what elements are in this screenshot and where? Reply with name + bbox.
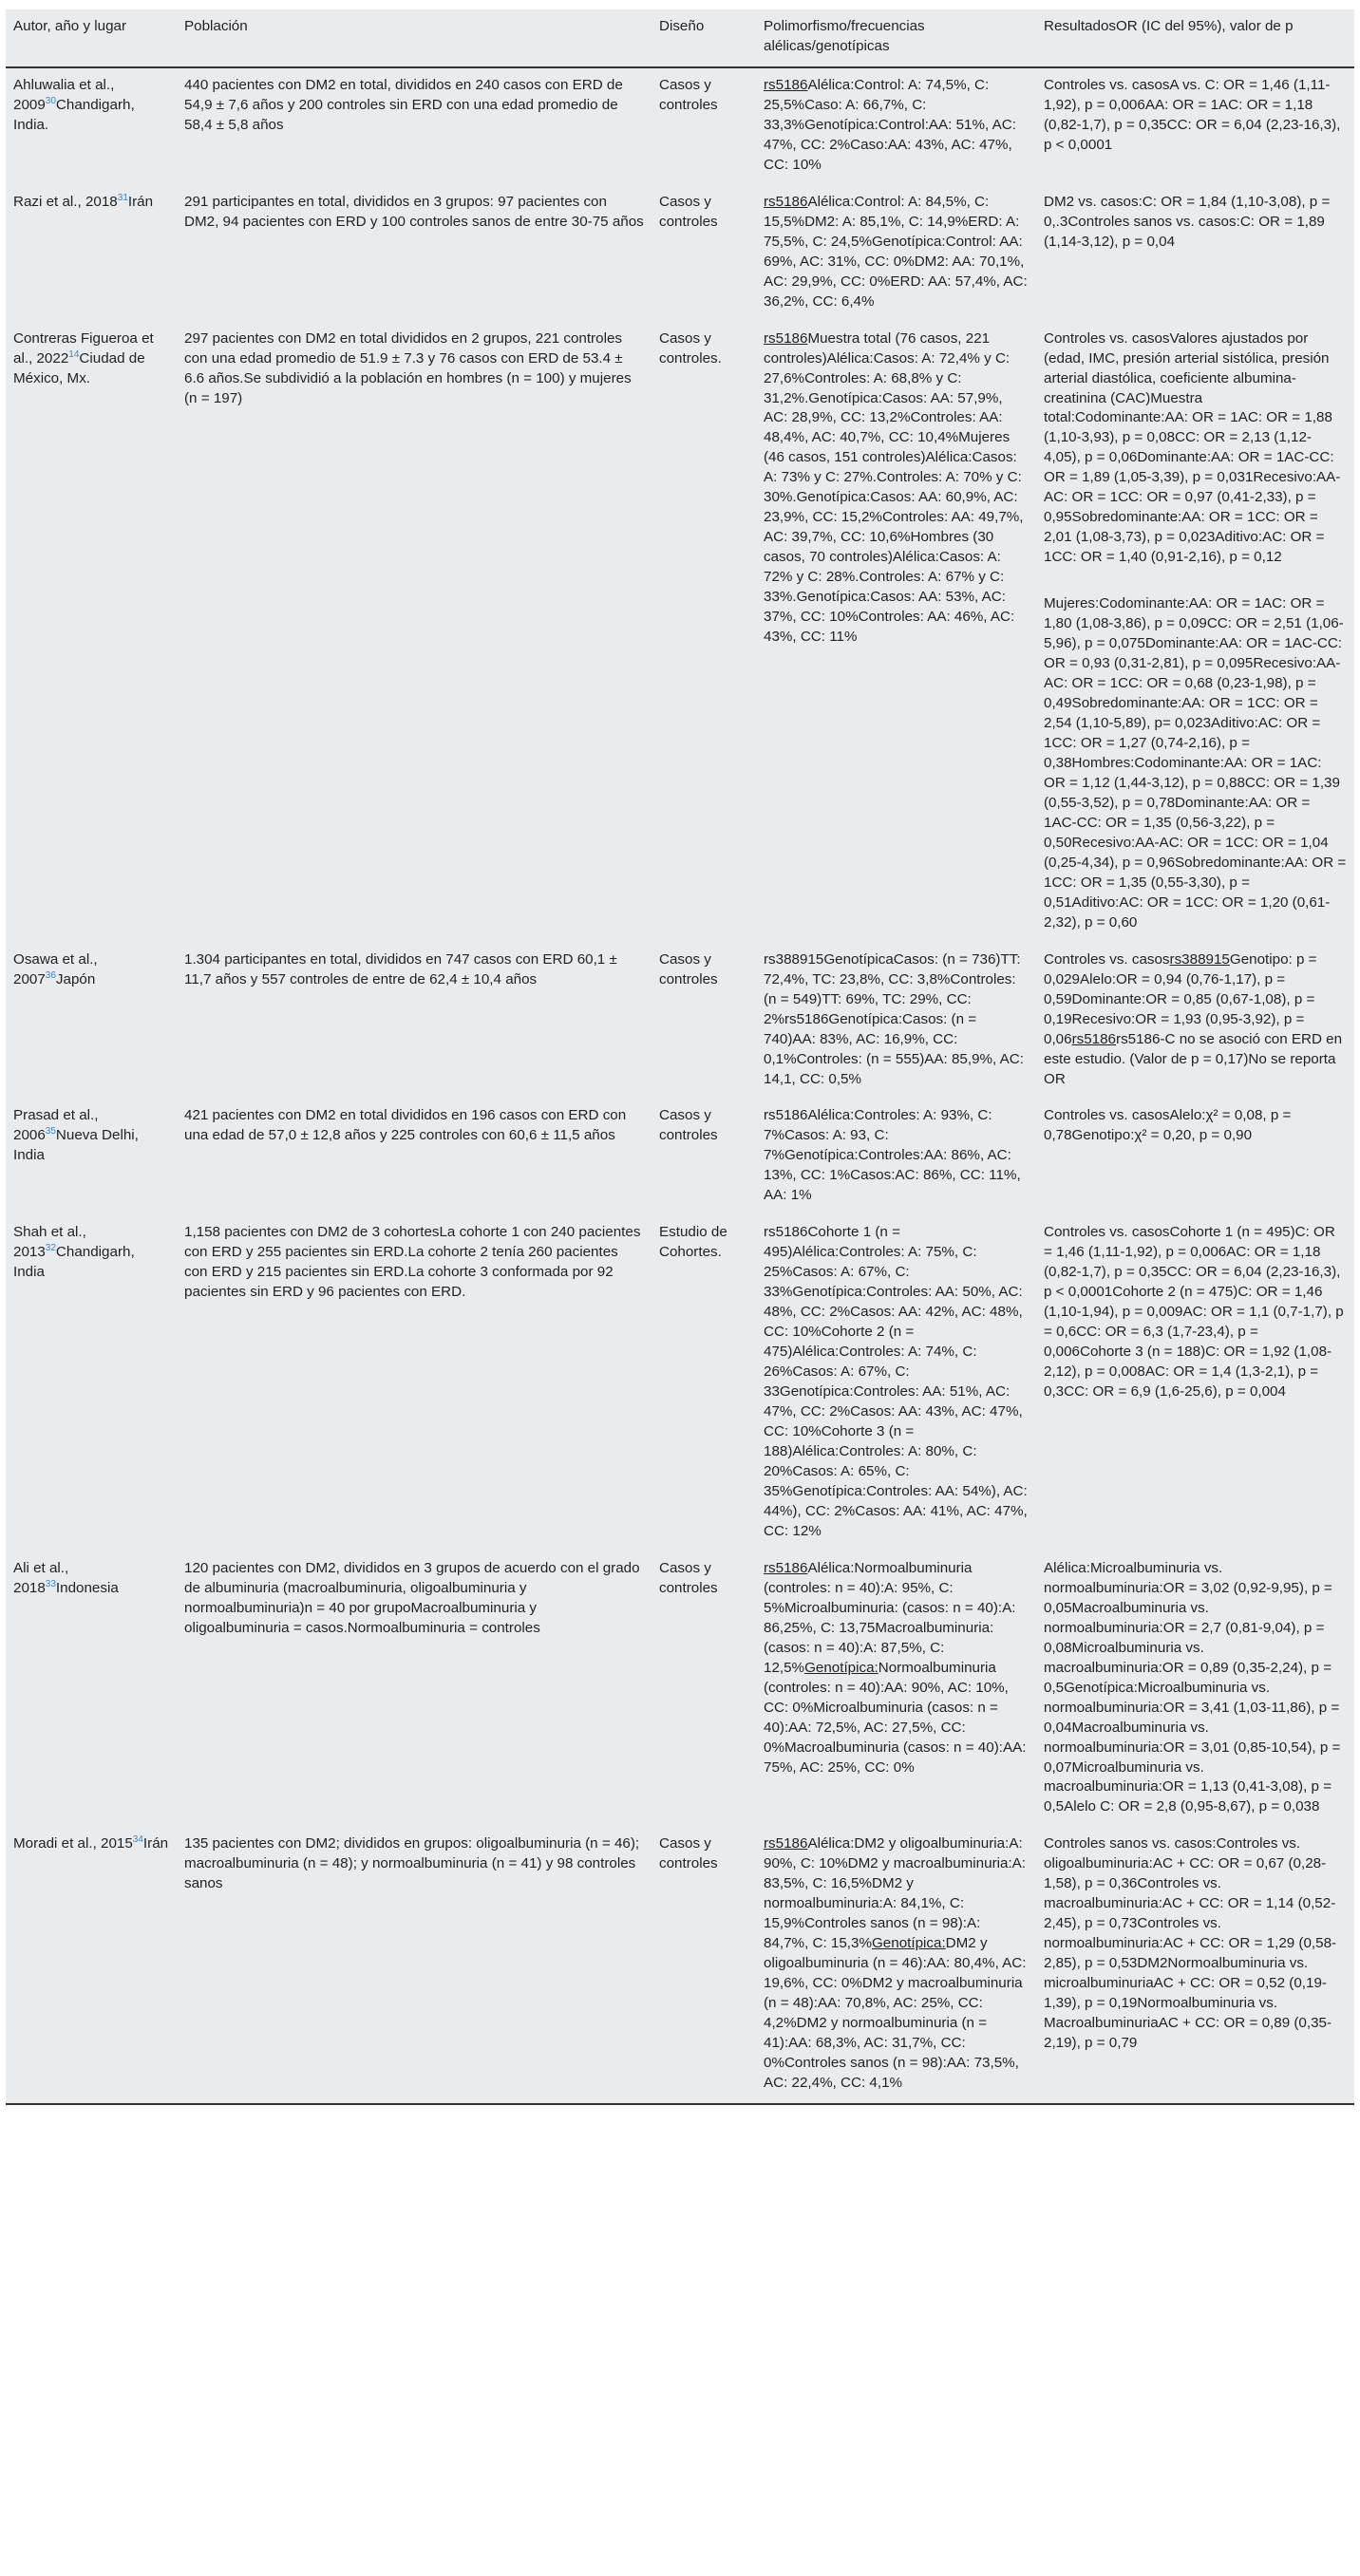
author-text: Shah et al., 2013 [13,1224,86,1261]
table-row [6,1215,1354,1551]
polymorphism-cell [756,1827,1036,2104]
polymorphism-cell [756,1551,1036,1828]
results-text: Genotipo: p = 0,029Alelo:OR = 0,94 (0,76-1,17), p = 0,59Dominante:OR = 0,85 (0,67-1,08), p = 0,19Recesivo:OR = 1,93 (0,95-3,92), p = 0,06 [1044,950,1317,1047]
header-author: Autor, año y lugar [6,9,177,67]
polymorphism-cell: rs5186Alélica:Controles: A: 93%, C: 7%Casos: A: 93, C: 7%Genotípica:Controles:AA: 86%, AC: 13%, CC: 1%Casos:AC: 86%, CC: 11%, AA: 1% [764,1107,1021,1204]
results-cell: Controles sanos vs. casos:Controles vs. oligoalbuminuria:AC + CC: OR = 0,67 (0,28-1,58), p = 0,36Controles vs. macroalbuminuria:AC + CC: OR = 1,14 (0,52-2,45), p = 0,73Controles vs. normoalbuminuria:AC + CC: OR = 1,29 (0,58-2,85), p = 0,53DM2Normoalbuminuria vs. microalbuminuriaAC + CC: OR = 0,52 (0,19-1,39), p = 0,19Normoalbuminuria vs. MacroalbuminuriaAC + CC: OR = 0,89 (0,35-2,19), p = 0,79 [1036,1827,1354,2104]
table-row [6,1099,1354,1215]
results-cell: Controles vs. casosCohorte 1 (n = 495)C: OR = 1,46 (1,11-1,92), p = 0,006AC: OR = 1,18 (0,82-1,7), p = 0,35CC: OR = 6,04 (2,23-16,3), p < 0,0001Cohorte 2 (n = 475)C: OR = 1,46 (1,10-1,94), p = 0,009AC: OR = 1,1 (0,7-1,7), p = 0,6CC: OR = 6,3 (1,7-23,4), p = 0,006Cohorte 3 (n = 188)C: OR = 1,92 (1,08-2,12), p = 0,008AC: OR = 1,4 (1,3-2,1), p = 0,3CC: OR = 6,9 (1,6-25,6), p = 0,004 [1044,1224,1344,1401]
snp-label: rs5186 [764,1559,808,1576]
table-row [6,1827,1354,2104]
snp-label: rs5186 [764,193,808,210]
place-text: Indonesia [55,1579,119,1596]
place-text: Irán [127,193,154,210]
author-cell [6,1099,177,1215]
place-text: Irán [142,1835,169,1852]
author-cell [6,1551,177,1828]
studies-table [6,9,1354,2105]
results-cell: Controles vs. casosAlelo:χ² = 0,08, p = 0,78Genotipo:χ² = 0,20, p = 0,90 [1044,1107,1292,1144]
author-text: Prasad et al., 2006 [13,1107,99,1144]
header-results: ResultadosOR (IC del 95%), valor de p [1036,9,1354,67]
results-subgroups-text: Mujeres:Codominante:AA: OR = 1AC: OR = 1,80 (1,08-3,86), p = 0,09CC: OR = 2,51 (1,06-5,96), p = 0,075Dominante:AA: OR = 1AC-CC: OR = 0,93 (0,31-2,81), p = 0,095Recesivo:AA-AC: OR = 1CC: OR = 0,68 (0,23-1,98), p = 0,49Sobredominante:AA: OR = 1CC: OR = 2,54 (1,10-5,89), p= 0,023Aditivo:AC: OR = 1CC: OR = 1,27 (0,74-2,16), p = 0,38Hombres:Codominante:AA: OR = 1AC: OR = 1,12 (1,44-3,12), p = 0,88CC: OR = 1,39 (0,55-3,52), p = 0,78Dominante:AA: OR = 1AC-CC: OR = 1,35 (0,56-3,22), p = 0,50Recesivo:AA-AC: OR = 1CC: OR = 1,04 (0,25-4,34), p = 0,96Sobredominante:AA: OR = 1CC: OR = 1,35 (0,55-3,30), p = 0,51Aditivo:AC: OR = 1CC: OR = 1,20 (0,61-2,32), p = 0,60 [1044,595,1347,931]
header-design: Diseño [652,9,756,67]
results-total-text: Controles vs. casosValores ajustados por (edad, IMC, presión arterial sistólica, presión arterial diastólica, coeficiente albumina-creatinina (CAC)Muestra total:Codominante:AA: OR = 1AC: OR = 1,88 (1,10-3,93), p = 0,08CC: OR = 2,13 (1,12-4,05), p = 0,06Dominante:AA: OR = 1AC-CC: OR = 1,89 (1,05-3,39), p = 0,031Recesivo:AA-AC: OR = 1CC: OR = 0,97 (0,41-2,33), p = 0,95Sobredominante:AA: OR = 1CC: OR = 2,01 (1,08-3,73), p = 0,023Aditivo:AC: OR = 1CC: OR = 1,40 (0,91-2,16), p = 0,12 [1044,329,1341,566]
population-cell: 135 pacientes con DM2; divididos en grupos: oligoalbuminuria (n = 46); macroalbuminuria (n = 48); y normoalbuminuria (n = 41) y 98 controles sanos [177,1827,652,2104]
population-cell: 1.304 participantes en total, divididos en 747 casos con ERD 60,1 ± 11,7 años y 557 controles de entre de 62,4 ± 10,4 años [184,950,617,987]
population-cell: 291 participantes en total, divididos en 3 grupos: 97 pacientes con DM2, 94 pacientes con ERD y 100 controles sanos de entre 30-75 años [184,193,644,230]
header-polymorphism: Polimorfismo/frecuencias alélicas/genotípicas [756,9,1036,67]
author-text: Moradi et al., 2015 [13,1835,133,1852]
population-cell: 1,158 pacientes con DM2 de 3 cohortesLa cohorte 1 con 240 pacientes con ERD y 255 pacientes sin ERD.La cohorte 2 tenía 260 pacientes con ERD y 215 pacientes sin ERD.La cohorte 3 conformada por 92 pacientes sin ERD y 96 pacientes con ERD. [184,1224,641,1301]
author-cell [6,185,177,322]
genotype-label: Genotípica: [804,1659,878,1676]
results-cell [1036,943,1354,1100]
results-cell [1036,322,1354,943]
table-row [6,185,1354,322]
author-text: Ali et al., 2018 [13,1559,69,1596]
frequencies-text: Normoalbuminuria (controles: n = 40):AA: 90%, AC: 10%, CC: 0%Microalbuminuria (casos: n = 40):AA: 72,5%, AC: 27,5%, CC: 0%Macroalbuminuria (casos: n = 40):AA: 75%, AC: 25%, CC: 0% [764,1659,1027,1776]
design-cell: Casos y controles [659,950,718,987]
design-cell: Estudio de Cohortes. [659,1224,727,1261]
author-cell [6,1215,177,1551]
frequencies-text: Alélica:Control: A: 74,5%, C: 25,5%Caso: A: 66,7%, C: 33,3%Genotípica:Control:AA: 51%, AC: 47%, CC: 2%Caso:AA: 43%, AC: 47%, CC: 10% [764,76,1016,173]
place-text: Nueva Delhi, India [13,1127,139,1164]
snp-label: rs5186 [764,76,808,93]
table-row [6,1551,1354,1828]
author-cell [6,322,177,943]
reference-link[interactable]: 35 [45,1126,56,1138]
design-cell: Casos y controles [659,1107,718,1144]
results-text: rs5186-C no se asoció con ERD en este estudio. (Valor de p = 0,17)No se reporta OR [1044,1030,1343,1087]
population-cell: 421 pacientes con DM2 en total divididos en 196 casos con ERD con una edad de 57,0 ± 12,8 años y 225 controles con 60,6 ± 11,5 años [184,1107,627,1144]
results-cell: Alélica:Microalbuminuria vs. normoalbuminuria:OR = 3,02 (0,92-9,95), p = 0,05Macroalbuminuria vs. normoalbuminuria:OR = 2,7 (0,81-9,04), p = 0,08Microalbuminuria vs. macroalbuminuria:OR = 0,89 (0,35-2,24), p = 0,5Genotípica:Microalbuminuria vs. normoalbuminuria:OR = 3,41 (1,03-11,86), p = 0,04Macroalbuminuria vs. normoalbuminuria:OR = 3,01 (0,85-10,54), p = 0,07Microalbuminuria vs. macroalbuminuria:OR = 1,13 (0,41-3,08), p = 0,5Alelo C: OR = 2,8 (0,95-8,67), p = 0,038 [1044,1559,1341,1815]
snp-label: rs5186 [1071,1030,1117,1047]
polymorphism-cell [756,67,1036,185]
design-cell: Casos y controles [652,1827,756,2104]
place-text: Ciudad de México, Mx. [13,349,145,386]
genotype-label: Genotípica: [871,1935,946,1952]
table-row [6,943,1354,1100]
place-text: Chandigarh, India [13,1244,135,1281]
place-text: Chandigarh, India. [13,96,135,133]
author-cell [6,1827,177,2104]
results-cell: DM2 vs. casos:C: OR = 1,84 (1,10-3,08), p = 0,.3Controles sanos vs. casos:C: OR = 1,89 (1,14-3,12), p = 0,04 [1044,193,1331,250]
frequencies-text: Alélica:DM2 y oligoalbuminuria:A: 90%, C: 10%DM2 y macroalbuminuria:A: 83,5%, C: 16,5%DM2 y normoalbuminuria:A: 84,1%, C: 15,9%Controles sanos (n = 98):A: 84,7%, C: 15,3% [764,1835,1027,1952]
design-cell: Casos y controles [659,193,718,230]
design-cell: Casos y controles [659,76,718,113]
population-cell: 440 pacientes con DM2 en total, divididos en 240 casos con ERD de 54,9 ± 7,6 años y 200 controles sin ERD con una edad promedio de 58,4 ± 5,8 años [184,76,623,133]
author-text: Contreras Figueroa et al., 2022 [13,329,154,367]
author-cell [6,943,177,1100]
snp-label: rs5186 [764,1835,808,1852]
frequencies-text: Muestra total (76 casos, 221 controles)Alélica:Casos: A: 72,4% y C: 27,6%Controles: A: 68,8% y C: 31,2%.Genotípica:Casos: AA: 57,9%, AC: 28,9%, CC: 13,2%Controles: AA: 48,4%, AC: 40,7%, CC: 10,4%Mujeres (46 casos, 151 controles)Alélica:Casos: A: 73% y C: 27%.Controles: A: 70% y C: 30%.Genotípica:Casos: AA: 60,9%, AC: 23,9%, CC: 15,2%Controles: AA: 49,7%, AC: 39,7%, CC: 10,6%Hombres (30 casos, 70 controles)Alélica:Casos: A: 72% y C: 28%.Controles: A: 67% y C: 33%.Genotípica:Casos: AA: 53%, AC: 37%, CC: 10%Controles: AA: 46%, AC: 43%, CC: 11% [764,329,1024,646]
reference-link[interactable]: 14 [68,348,80,360]
frequencies-text: DM2 y oligoalbuminuria (n = 46):AA: 80,4%, AC: 19,6%, CC: 0%DM2 y macroalbuminuria (n = 48):AA: 70,8%, AC: 25%, CC: 4,2%DM2 y normoalbuminuria (n = 41):AA: 68,3%, AC: 31,7%, CC: 0%Controles sanos (n = 98):AA: 73,5%, AC: 22,4%, CC: 4,1% [764,1935,1027,2092]
reference-link[interactable]: 30 [45,95,56,106]
polymorphism-cell: rs5186Cohorte 1 (n = 495)Alélica:Controles: A: 75%, C: 25%Casos: A: 67%, C: 33%Genotípica:Controles: AA: 50%, AC: 48%, CC: 2%Casos: AA: 42%, AC: 48%, CC: 10%Cohorte 2 (n = 475)Alélica:Controles: A: 74%, C: 26%Casos: A: 67%, C: 33Genotípica:Controles: AA: 51%, AC: 47%, CC: 2%Casos: AA: 43%, AC: 47%, CC: 10%Cohorte 3 (n = 188)Alélica:Controles: A: 80%, C: 20%Casos: A: 65%, C: 35%Genotípica:Controles: AA: 54%), AC: 44%), CC: 2%Casos: AA: 41%, AC: 47%, CC: 12% [764,1224,1028,1539]
reference-link[interactable]: 31 [117,192,128,203]
frequencies-text: Alélica:Normoalbuminuria (controles: n = 40):A: 95%, C: 5%Microalbuminuria: (casos: n = 40):A: 86,25%, C: 13,75Macroalbuminuria: (casos: n = 40):A: 87,5%, C: 12,5% [764,1559,1016,1676]
author-text: Osawa et al., 2007 [13,950,98,987]
results-text: Controles vs. casos [1044,950,1170,968]
header-population: Población [177,9,652,67]
polymorphism-cell [756,185,1036,322]
snp-label: rs388915 [1169,950,1230,968]
reference-link[interactable]: 34 [132,1834,143,1846]
polymorphism-cell [756,322,1036,943]
table-row [6,67,1354,185]
frequencies-text: Alélica:Control: A: 84,5%, C: 15,5%DM2: A: 85,1%, C: 14,9%ERD: A: 75,5%, C: 24,5%Genotípica:Control: AA: 69%, AC: 31%, CC: 0%DM2: AA: 70,1%, AC: 29,9%, CC: 0%ERD: AA: 57,4%, AC: 36,2%, CC: 6,4% [764,193,1028,310]
snp-label: rs5186 [764,329,808,347]
design-cell: Casos y controles. [659,329,722,367]
results-cell: Controles vs. casosA vs. C: OR = 1,46 (1,11-1,92), p = 0,006AA: OR = 1AC: OR = 1,18 (0,82-1,7), p = 0,35CC: OR = 6,04 (2,23-16,3), p < 0,0001 [1044,76,1341,153]
reference-link[interactable]: 33 [45,1578,56,1589]
polymorphism-cell: rs388915GenotípicaCasos: (n = 736)TT: 72,4%, TC: 23,8%, CC: 3,8%Controles: (n = 549)TT: 69%, TC: 29%, CC: 2%rs5186Genotípica:Casos: (n = 740)AA: 83%, AC: 16,9%, CC: 0,1%Controles: (n = 555)AA: 85,9%, AC: 14,1, CC: 0,5% [764,950,1024,1087]
author-text: Razi et al., 2018 [13,193,118,210]
table-row [6,322,1354,943]
population-cell: 297 pacientes con DM2 en total divididos en 2 grupos, 221 controles con una edad promedio de 51.9 ± 7.3 y 76 casos con ERD de 53.4 ± 6.6 años.Se subdividió a la población en hombres (n = 100) y mujeres (n = 197) [184,329,632,406]
reference-link[interactable]: 36 [45,969,56,981]
reference-link[interactable]: 32 [45,1243,56,1254]
author-cell [6,67,177,185]
design-cell: Casos y controles [659,1559,718,1596]
population-cell: 120 pacientes con DM2, divididos en 3 grupos de acuerdo con el grado de albuminuria (macroalbuminuria, oligoalbuminuria y normoalbuminuria)n = 40 por grupoMacroalbuminuria y oligoalbuminuria = casos.Normoalbuminuria = controles [184,1559,640,1636]
author-text: Ahluwalia et al., 2009 [13,76,115,113]
table-header-row [6,9,1354,67]
place-text: Japón [55,970,96,987]
